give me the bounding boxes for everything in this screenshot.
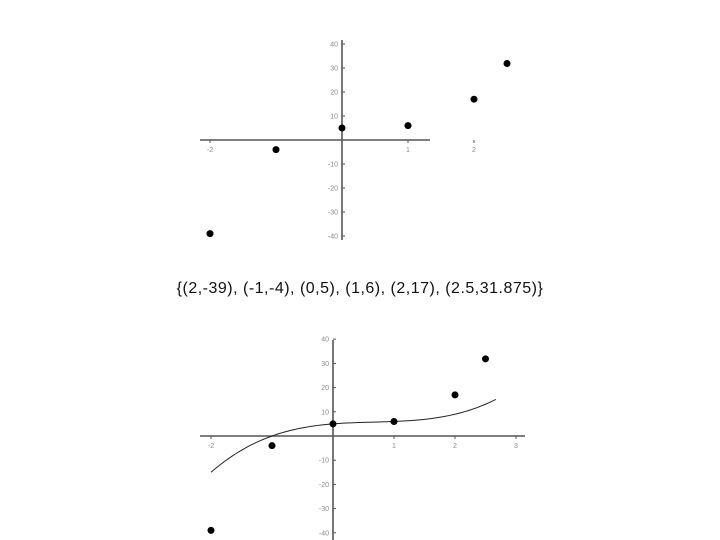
y-tick-label: -30	[327, 209, 338, 217]
data-point	[208, 527, 215, 534]
x-tick-label: 1	[392, 443, 396, 450]
data-point	[391, 418, 398, 425]
x-tick-label: 2	[453, 443, 457, 450]
y-tick-label: 30	[321, 360, 329, 368]
y-tick-label: 40	[321, 336, 329, 344]
data-point	[269, 442, 276, 449]
y-tick-label: 30	[330, 65, 338, 73]
y-tick-label: 10	[330, 113, 338, 121]
x-tick-label: 3	[514, 443, 518, 450]
x-tick-label: -2	[207, 443, 215, 450]
y-tick-label: 20	[330, 89, 338, 97]
y-tick-label: -20	[327, 185, 338, 193]
data-point	[504, 60, 511, 67]
x-tick-label: 2	[472, 147, 476, 154]
data-point	[330, 420, 337, 427]
data-point	[482, 355, 489, 362]
data-point	[207, 230, 214, 237]
y-tick-label: 10	[321, 409, 329, 417]
data-point	[273, 146, 280, 153]
y-tick-label: -30	[318, 506, 329, 514]
y-tick-label: -10	[327, 161, 338, 169]
x-tick-label: -2	[206, 147, 214, 154]
x-tick-label: 1	[406, 147, 410, 154]
y-tick-label: -40	[327, 233, 338, 241]
y-tick-label: 40	[330, 41, 338, 49]
data-point	[452, 391, 459, 398]
data-point	[471, 96, 478, 103]
points-caption: {(2,-39), (-1,-4), (0,5), (1,6), (2,17), (2.5,31.875)}	[176, 280, 544, 297]
y-tick-label: -20	[318, 481, 329, 489]
data-point	[405, 122, 412, 129]
y-tick-label: 20	[321, 385, 329, 393]
fitted-curve-plot	[0, 330, 720, 540]
y-tick-label: -10	[318, 457, 329, 465]
data-point	[339, 125, 346, 132]
y-tick-label: -40	[318, 530, 329, 538]
scatter-plot	[0, 0, 720, 260]
